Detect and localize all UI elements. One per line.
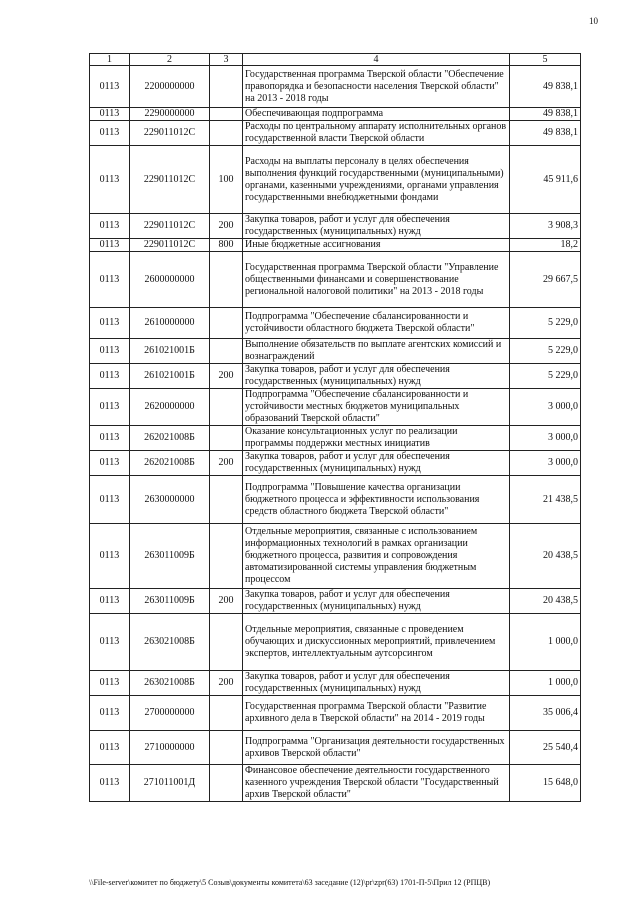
- description-cell: Подпрограмма "Обеспечение сбалансированности и устойчивости местных бюджетов муниципальных образований Тверской области": [243, 389, 510, 426]
- target-article-cell: 229011012С: [130, 214, 210, 239]
- amount-cell: 45 911,6: [510, 146, 581, 214]
- target-article-cell: 2700000000: [130, 696, 210, 731]
- expense-type-cell: [210, 426, 243, 451]
- target-article-cell: 2600000000: [130, 252, 210, 308]
- table-row: [90, 108, 581, 121]
- description-cell: Закупка товаров, работ и услуг для обеспечения государственных (муниципальных) нужд: [243, 451, 510, 476]
- description-cell: Отдельные мероприятия, связанные с использованием информационных технологий в рамках организации бюджетного процесса, развития и сопровождения автоматизированной системы управления бюджетным процессом: [243, 524, 510, 589]
- amount-cell: 49 838,1: [510, 121, 581, 146]
- column-header-1: 1: [90, 54, 130, 66]
- table-body: [90, 66, 581, 802]
- section-code-cell: 0113: [90, 214, 130, 239]
- target-article-cell: 263011009Б: [130, 589, 210, 614]
- amount-cell: 18,2: [510, 239, 581, 252]
- expense-type-cell: [210, 731, 243, 765]
- expense-type-cell: [210, 389, 243, 426]
- section-code-cell: 0113: [90, 308, 130, 339]
- section-code-cell: 0113: [90, 364, 130, 389]
- table-row: [90, 214, 581, 239]
- target-article-cell: 2630000000: [130, 476, 210, 524]
- amount-cell: 5 229,0: [510, 364, 581, 389]
- section-code-cell: 0113: [90, 146, 130, 214]
- amount-cell: 49 838,1: [510, 108, 581, 121]
- target-article-cell: 263011009Б: [130, 524, 210, 589]
- section-code-cell: 0113: [90, 339, 130, 364]
- table-row: [90, 364, 581, 389]
- expense-type-cell: [210, 252, 243, 308]
- section-code-cell: 0113: [90, 121, 130, 146]
- target-article-cell: 2290000000: [130, 108, 210, 121]
- table-row: [90, 614, 581, 671]
- table-row: [90, 476, 581, 524]
- table-row: [90, 252, 581, 308]
- table-row: [90, 731, 581, 765]
- page-number: 10: [589, 16, 598, 26]
- section-code-cell: 0113: [90, 589, 130, 614]
- expense-type-cell: [210, 66, 243, 108]
- description-cell: Государственная программа Тверской области "Обеспечение правопорядка и безопасности населения Тверской области" на 2013 - 2018 годы: [243, 66, 510, 108]
- amount-cell: 3 000,0: [510, 451, 581, 476]
- description-cell: Подпрограмма "Обеспечение сбалансированности и устойчивости областного бюджета Тверской области": [243, 308, 510, 339]
- table-row: [90, 389, 581, 426]
- amount-cell: 20 438,5: [510, 524, 581, 589]
- description-cell: Подпрограмма "Организация деятельности государственных архивов Тверской области": [243, 731, 510, 765]
- column-header-3: 3: [210, 54, 243, 66]
- amount-cell: 3 000,0: [510, 426, 581, 451]
- description-cell: Выполнение обязательств по выплате агентских комиссий и вознаграждений: [243, 339, 510, 364]
- description-cell: Закупка товаров, работ и услуг для обеспечения государственных (муниципальных) нужд: [243, 364, 510, 389]
- expense-type-cell: [210, 308, 243, 339]
- section-code-cell: 0113: [90, 451, 130, 476]
- table-row: [90, 451, 581, 476]
- amount-cell: 35 006,4: [510, 696, 581, 731]
- target-article-cell: 229011012С: [130, 146, 210, 214]
- target-article-cell: 262021008Б: [130, 426, 210, 451]
- table-row: [90, 426, 581, 451]
- target-article-cell: 2200000000: [130, 66, 210, 108]
- section-code-cell: 0113: [90, 765, 130, 802]
- expense-type-cell: [210, 524, 243, 589]
- expense-type-cell: [210, 696, 243, 731]
- budget-table: [89, 53, 581, 802]
- target-article-cell: 261021001Б: [130, 339, 210, 364]
- amount-cell: 1 000,0: [510, 614, 581, 671]
- amount-cell: 29 667,5: [510, 252, 581, 308]
- section-code-cell: 0113: [90, 696, 130, 731]
- expense-type-cell: [210, 339, 243, 364]
- description-cell: Финансовое обеспечение деятельности государственного казенного учреждения Тверской области "Государственный архив Тверской области": [243, 765, 510, 802]
- description-cell: Расходы по центральному аппарату исполнительных органов государственной власти Тверской области: [243, 121, 510, 146]
- expense-type-cell: [210, 121, 243, 146]
- expense-type-cell: 200: [210, 671, 243, 696]
- expense-type-cell: 100: [210, 146, 243, 214]
- section-code-cell: 0113: [90, 239, 130, 252]
- description-cell: Иные бюджетные ассигнования: [243, 239, 510, 252]
- target-article-cell: 271011001Д: [130, 765, 210, 802]
- column-header-5: 5: [510, 54, 581, 66]
- section-code-cell: 0113: [90, 671, 130, 696]
- description-cell: Государственная программа Тверской области "Развитие архивного дела в Тверской области" на 2014 - 2019 годы: [243, 696, 510, 731]
- description-cell: Закупка товаров, работ и услуг для обеспечения государственных (муниципальных) нужд: [243, 671, 510, 696]
- target-article-cell: 263021008Б: [130, 671, 210, 696]
- table-row: [90, 66, 581, 108]
- amount-cell: 15 648,0: [510, 765, 581, 802]
- description-cell: Отдельные мероприятия, связанные с проведением обучающих и дискуссионных мероприятий, привлечением экспертов, интеллектуальным аутсорсингом: [243, 614, 510, 671]
- expense-type-cell: 200: [210, 589, 243, 614]
- table-row: [90, 339, 581, 364]
- section-code-cell: 0113: [90, 426, 130, 451]
- expense-type-cell: 800: [210, 239, 243, 252]
- column-header-4: 4: [243, 54, 510, 66]
- amount-cell: 5 229,0: [510, 339, 581, 364]
- target-article-cell: 229011012С: [130, 239, 210, 252]
- section-code-cell: 0113: [90, 389, 130, 426]
- section-code-cell: 0113: [90, 108, 130, 121]
- file-path-footer: \\File-server\комитет по бюджету\5 Созыв\документы комитета\63 заседание (12)\pr\zpr(63) 1701-П-5\Прил 12 (РПЦВ): [89, 878, 491, 887]
- table-row: [90, 146, 581, 214]
- expense-type-cell: 200: [210, 451, 243, 476]
- section-code-cell: 0113: [90, 614, 130, 671]
- amount-cell: 3 000,0: [510, 389, 581, 426]
- table-row: [90, 671, 581, 696]
- expense-type-cell: [210, 614, 243, 671]
- description-cell: Государственная программа Тверской области "Управление общественными финансами и совершенствование региональной налоговой политики" на 2013 - 2018 годы: [243, 252, 510, 308]
- section-code-cell: 0113: [90, 476, 130, 524]
- description-cell: Закупка товаров, работ и услуг для обеспечения государственных (муниципальных) нужд: [243, 214, 510, 239]
- expense-type-cell: 200: [210, 364, 243, 389]
- target-article-cell: 262021008Б: [130, 451, 210, 476]
- column-header-2: 2: [130, 54, 210, 66]
- description-cell: Закупка товаров, работ и услуг для обеспечения государственных (муниципальных) нужд: [243, 589, 510, 614]
- table-row: [90, 308, 581, 339]
- target-article-cell: 263021008Б: [130, 614, 210, 671]
- expense-type-cell: 200: [210, 214, 243, 239]
- amount-cell: 49 838,1: [510, 66, 581, 108]
- expense-type-cell: [210, 765, 243, 802]
- table-row: [90, 239, 581, 252]
- amount-cell: 20 438,5: [510, 589, 581, 614]
- amount-cell: 21 438,5: [510, 476, 581, 524]
- description-cell: Оказание консультационных услуг по реализации программы поддержки местных инициатив: [243, 426, 510, 451]
- description-cell: Обеспечивающая подпрограмма: [243, 108, 510, 121]
- amount-cell: 25 540,4: [510, 731, 581, 765]
- table-row: [90, 589, 581, 614]
- target-article-cell: 2710000000: [130, 731, 210, 765]
- expense-type-cell: [210, 108, 243, 121]
- table-row: [90, 121, 581, 146]
- table-header: [90, 54, 581, 66]
- section-code-cell: 0113: [90, 524, 130, 589]
- section-code-cell: 0113: [90, 252, 130, 308]
- expense-type-cell: [210, 476, 243, 524]
- target-article-cell: 261021001Б: [130, 364, 210, 389]
- target-article-cell: 229011012С: [130, 121, 210, 146]
- amount-cell: 3 908,3: [510, 214, 581, 239]
- table-row: [90, 524, 581, 589]
- description-cell: Подпрограмма "Повышение качества организации бюджетного процесса и эффективности использования средств областного бюджета Тверской области": [243, 476, 510, 524]
- description-cell: Расходы на выплаты персоналу в целях обеспечения выполнения функций государственными (муниципальными) органами, казенными учреждениями, органами управления государственными внебюджетными фондами: [243, 146, 510, 214]
- section-code-cell: 0113: [90, 66, 130, 108]
- target-article-cell: 2610000000: [130, 308, 210, 339]
- table-row: [90, 696, 581, 731]
- amount-cell: 1 000,0: [510, 671, 581, 696]
- section-code-cell: 0113: [90, 731, 130, 765]
- amount-cell: 5 229,0: [510, 308, 581, 339]
- table-row: [90, 765, 581, 802]
- target-article-cell: 2620000000: [130, 389, 210, 426]
